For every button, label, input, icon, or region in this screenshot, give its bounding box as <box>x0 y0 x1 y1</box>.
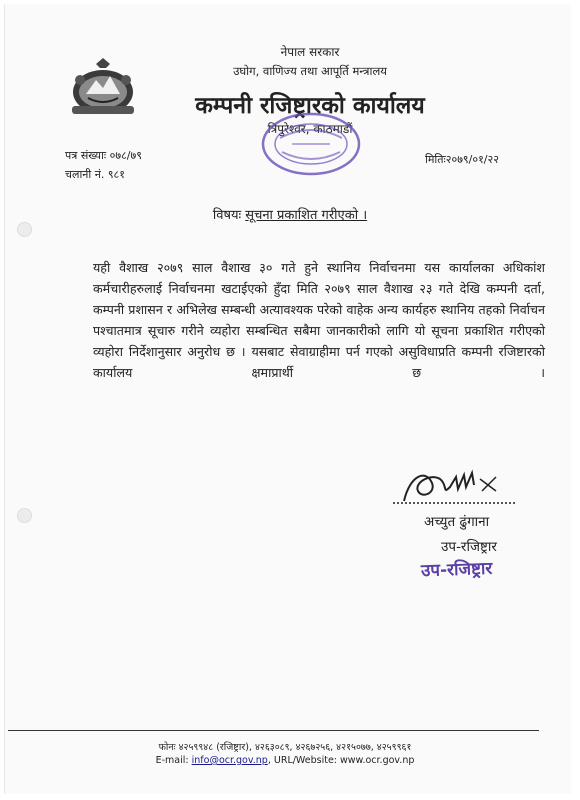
designation-stamp: उप-रजिष्ट्रार <box>420 558 493 582</box>
letter-number: पत्र संख्याः ०७८/७९ <box>65 149 142 162</box>
signature-line <box>393 502 515 504</box>
signatory-designation: उप-रजिष्ट्रार <box>441 539 497 555</box>
footer-email-link[interactable]: info@ocr.gov.np <box>191 755 268 766</box>
footer-contact <box>40 755 530 766</box>
office-stamp-icon <box>258 108 364 180</box>
dispatch-number: चलानी नं. ९८१ <box>65 168 126 181</box>
ministry-name: उघोग, वाणिज्य तथा आपूर्ति मन्त्रालय <box>233 64 387 78</box>
subject-prefix: विषयः <box>212 208 246 223</box>
footer-rule <box>8 730 539 731</box>
footer-website: , URL/Website: www.ocr.gov.np <box>267 755 415 766</box>
footer-phone: फोनः ४२५९९४८ (रजिष्ट्रार), ४२६३०८९, ४२६७२५६, ४२१५०७७, ४२५९९६१ <box>158 742 412 753</box>
office-address: त्रिपुरेश्वर, काठमाडौं <box>267 122 353 136</box>
signatory-name: अच्युत ढुंगाना <box>424 514 490 530</box>
punch-hole-bottom <box>17 508 32 523</box>
punch-hole-top <box>17 222 32 237</box>
office-name: कम्पनी रजिष्ट्रारको कार्यालय <box>195 93 425 119</box>
subject-text: सूचना प्रकाशित गरीएको । <box>245 208 368 223</box>
letter-date: मितिः२०७९/०१/२२ <box>425 153 499 166</box>
footer-email-label: E-mail: <box>155 755 192 766</box>
government-emblem-icon <box>66 58 140 118</box>
gov-name: नेपाल सरकार <box>280 45 340 59</box>
notice-body: यही वैशाख २०७९ साल वैशाख ३० गते हुने स्थानिय निर्वाचनमा यस कार्यालका अधिकांश कर्मचारीहरुलाई निर्वाचनमा खटाईएको हुँदा मिति २०७९ साल वैशाख २३ गते देखि कम्पनी दर्ता, कम्पनी प्रशासन र अभिलेख सम्बन्धी अत्यावश्यक परेको वाहेक अन्य कार्यहरु स्थानिय तहको निर्वाचन पश्चातमात्र सूचारु गरीने व्यहोरा सम्बन्धित सबैमा जानकारीको लागि यो सूचना प्रकाशित गरीएको व्यहोरा निर्देशानुसार अनुरोध छ । यसबाट सेवाग्राहीमा पर्न गएको असुविधाप्रति कम्पनी रजिष्टारको कार्यालय क्षमाप्रार्थी छ । <box>93 260 545 380</box>
subject-line <box>0 205 580 223</box>
